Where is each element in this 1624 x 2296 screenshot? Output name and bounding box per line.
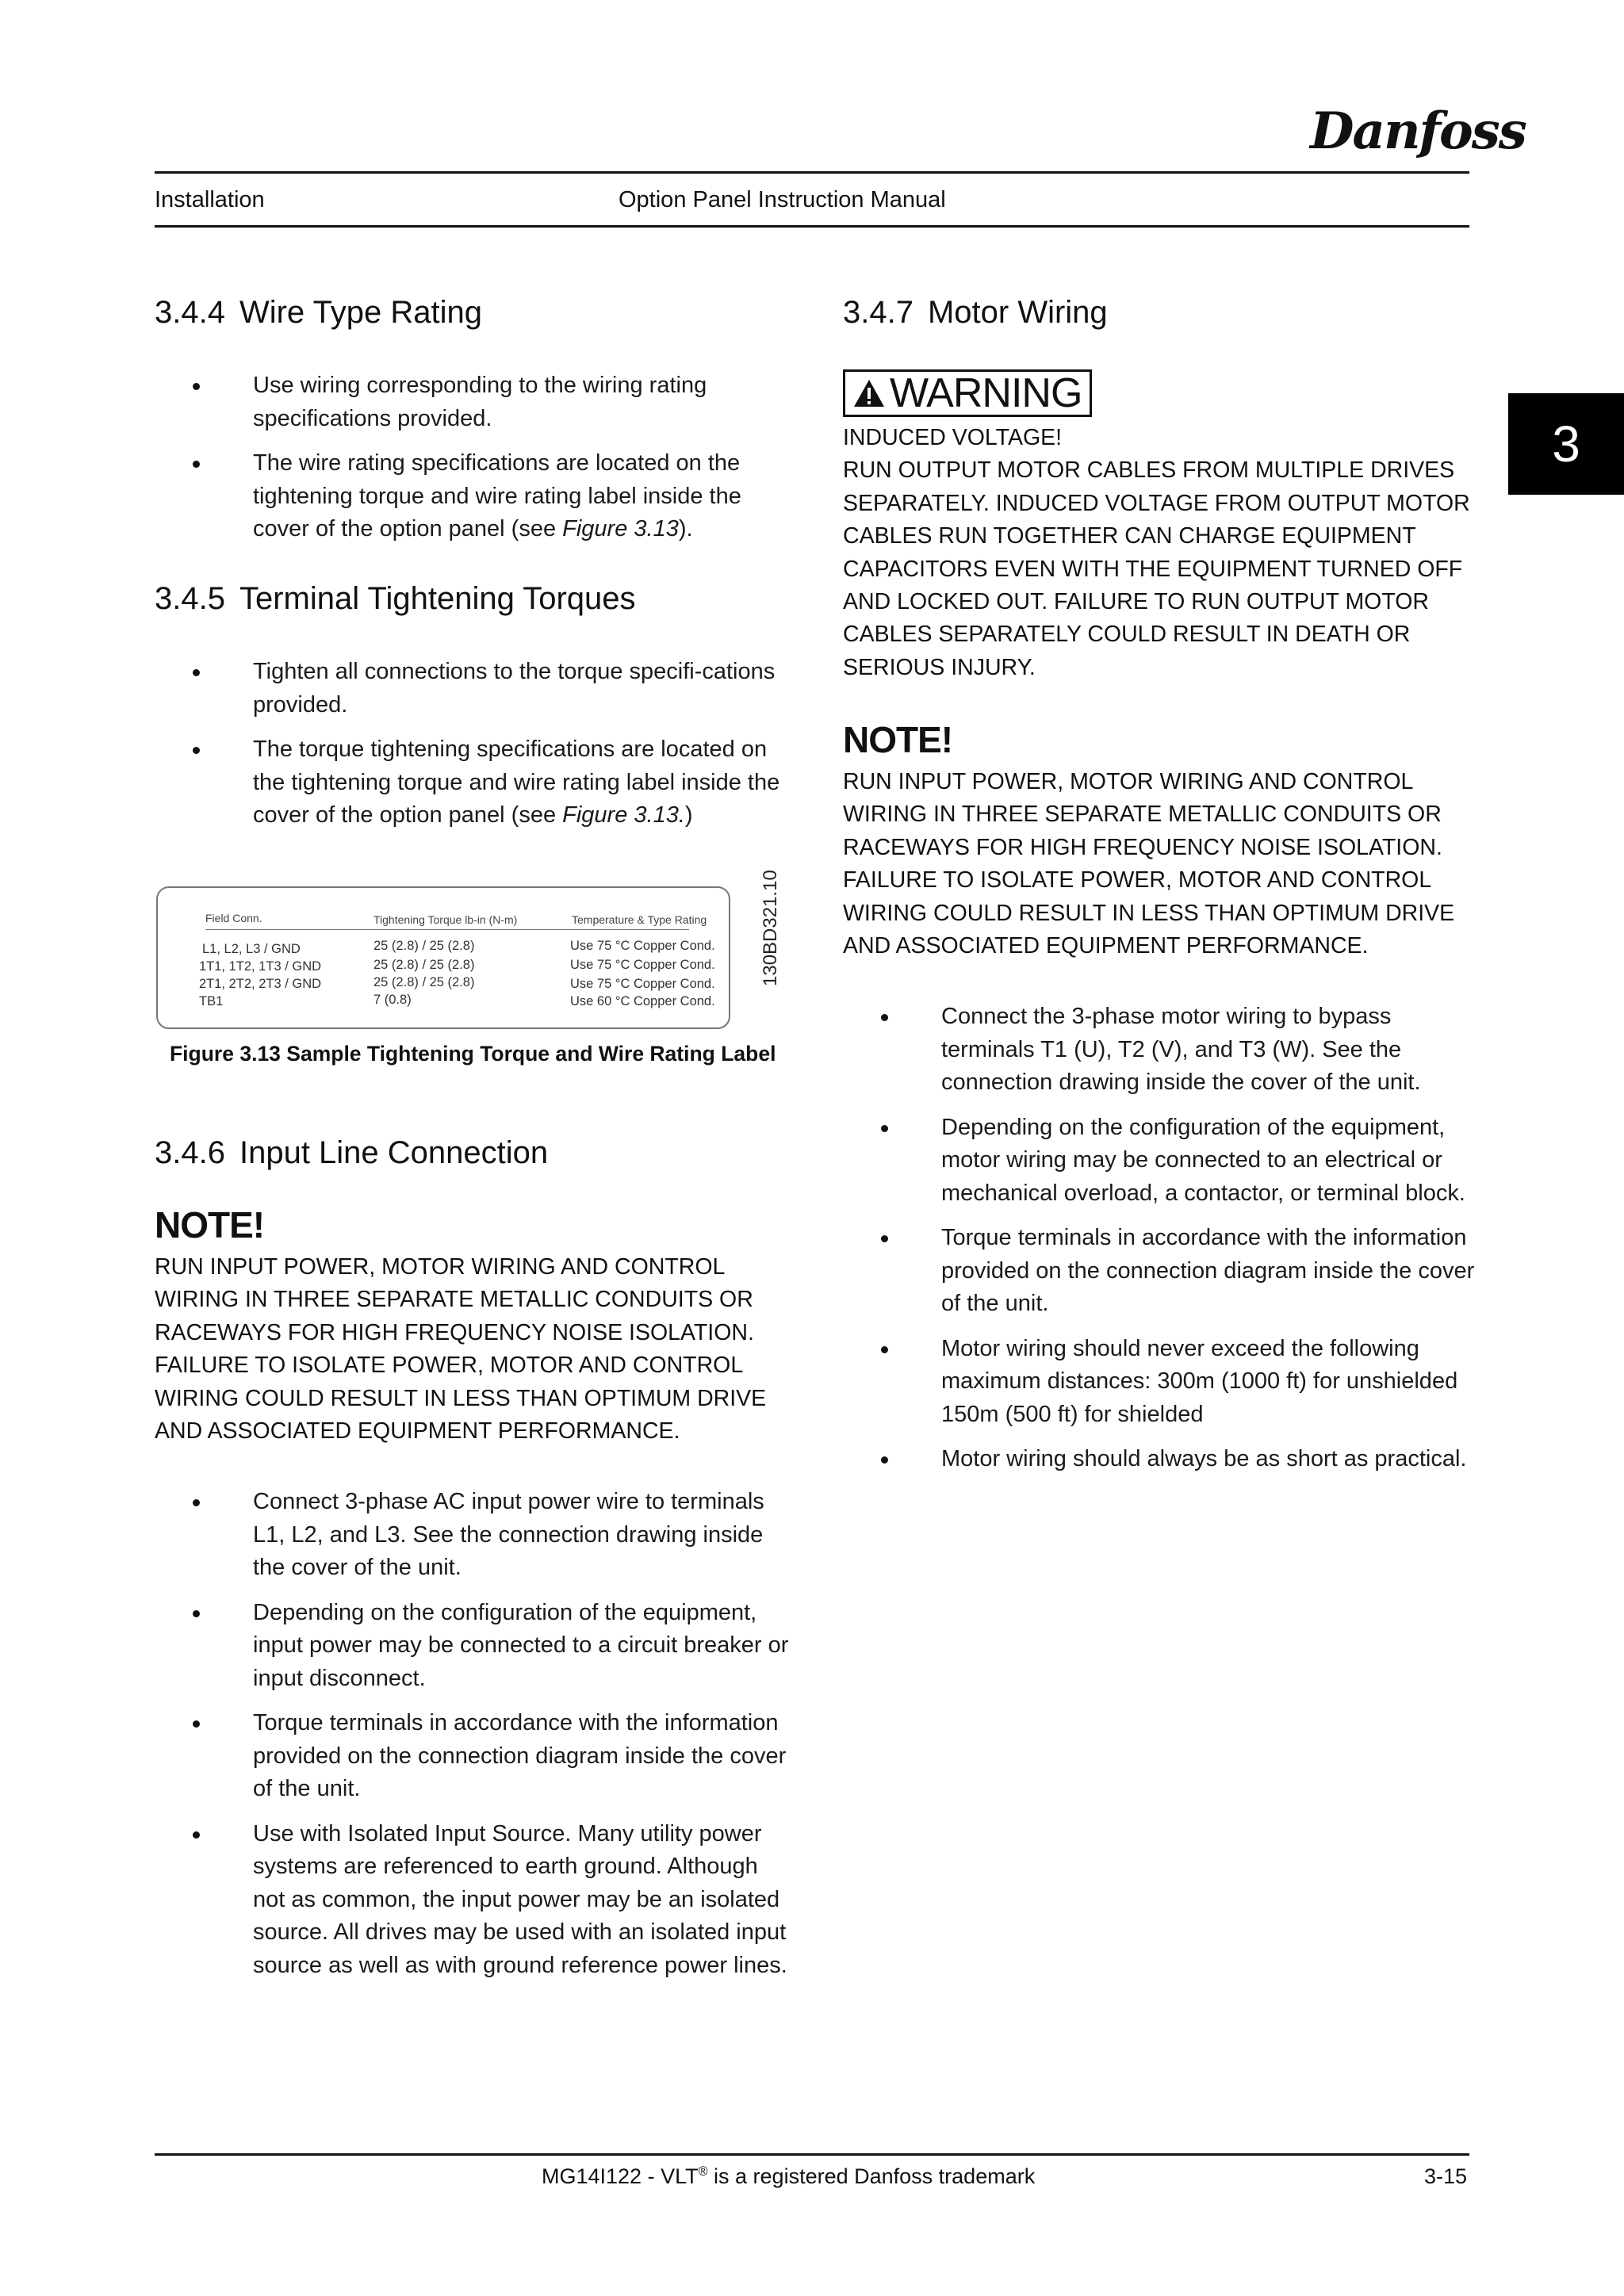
- list-item: Tighten all connections to the torque specifi-cations provided.: [155, 656, 789, 721]
- heading-number: 3.4.6: [155, 1135, 225, 1170]
- list-item: Connect the 3-phase motor wiring to bypass terminals T1 (U), T2 (V), and T3 (W). See the connection drawing inside the cover of the unit.: [843, 1001, 1477, 1100]
- note-body: [843, 766, 1501, 962]
- label-cell: 25 (2.8) / 25 (2.8): [373, 939, 475, 953]
- heading-number: 3.4.7: [843, 295, 914, 330]
- label-cell: TB1: [199, 994, 224, 1008]
- page-number: 3-15: [1424, 2164, 1468, 2188]
- list-item: Motor wiring should never exceed the following maximum distances: 300m (1000 ft) for unshielded 150m (500 ft) for shielded: [843, 1333, 1477, 1432]
- bullet-list-3-4-6: [155, 1486, 789, 1994]
- warning-line: INDUCED VOLTAGE!: [843, 425, 1063, 450]
- label-cell: 7 (0.8): [373, 993, 412, 1007]
- list-item: Use wiring corresponding to the wiring rating specifications provided.: [155, 369, 789, 435]
- warning-line: CABLES RUN TOGETHER CAN CHARGE EQUIPMENT: [843, 523, 1416, 549]
- list-item: Torque terminals in accordance with the information provided on the connection diagram inside the cover of the unit.: [155, 1707, 789, 1806]
- warning-triangle-icon: [853, 379, 885, 408]
- note-line: WIRING IN THREE SEPARATE METALLIC CONDUITS OR: [155, 1287, 753, 1313]
- list-item: Depending on the configuration of the equipment, input power may be connected to a circuit breaker or input disconnect.: [155, 1597, 789, 1696]
- list-item: Depending on the configuration of the equipment, motor wiring may be connected to an electrical or mechanical overload, a contactor, or terminal block.: [843, 1112, 1477, 1211]
- header-rule-bottom: [155, 225, 1469, 228]
- note-line: FAILURE TO ISOLATE POWER, MOTOR AND CONTROL: [155, 1353, 744, 1379]
- note-line: RUN INPUT POWER, MOTOR WIRING AND CONTROL: [843, 769, 1414, 794]
- note-body: [155, 1251, 805, 1448]
- note-line: RACEWAYS FOR HIGH FREQUENCY NOISE ISOLATION.: [155, 1319, 754, 1345]
- heading-title: Terminal Tightening Torques: [239, 581, 636, 616]
- label-cell: Use 75 °C Copper Cond.: [570, 939, 715, 953]
- list-item: Torque terminals in accordance with the information provided on the connection diagram inside the cover of the unit.: [843, 1222, 1477, 1321]
- note-line: AND ASSOCIATED EQUIPMENT PERFORMANCE.: [843, 933, 1369, 959]
- figure-reference[interactable]: Figure 3.13.: [562, 802, 685, 828]
- footer-rule: [155, 2153, 1469, 2156]
- note-line: WIRING COULD RESULT IN LESS THAN OPTIMUM DRIVE: [843, 900, 1455, 926]
- bullet-list-3-4-7: [843, 1001, 1477, 1488]
- list-item: Connect 3-phase AC input power wire to terminals L1, L2, and L3. See the connection drawing inside the cover of the unit.: [155, 1486, 789, 1585]
- note-line: RUN INPUT POWER, MOTOR WIRING AND CONTROL: [155, 1254, 726, 1280]
- footer-trademark: MG14I122 - VLT® is a registered Danfoss trademark: [542, 2164, 1036, 2188]
- label-cell: Use 75 °C Copper Cond.: [570, 977, 715, 991]
- note-line: FAILURE TO ISOLATE POWER, MOTOR AND CONTROL: [843, 867, 1432, 894]
- heading-number: 3.4.5: [155, 581, 225, 616]
- bullet-list-3-4-5: [155, 656, 789, 844]
- heading-title: Input Line Connection: [239, 1135, 549, 1170]
- wire-rating-label: [156, 886, 730, 1029]
- note-title: NOTE!: [843, 719, 953, 760]
- warning-box: [843, 369, 1092, 417]
- heading-3-4-5: [155, 581, 636, 617]
- heading-3-4-7: [843, 295, 1108, 331]
- label-header-field: Field Conn.: [205, 912, 262, 924]
- chapter-tab: 3: [1508, 393, 1624, 495]
- figure-reference[interactable]: Figure 3.13: [562, 516, 679, 541]
- label-cell: 1T1, 1T2, 1T3 / GND: [199, 959, 322, 974]
- heading-number: 3.4.4: [155, 295, 225, 330]
- label-header-torque: Tightening Torque lb-in (N-m): [373, 913, 518, 926]
- warning-line: SEPARATELY. INDUCED VOLTAGE FROM OUTPUT MOTOR: [843, 490, 1470, 516]
- label-divider: [205, 929, 689, 930]
- warning-body: [843, 422, 1501, 684]
- label-cell: Use 75 °C Copper Cond.: [570, 958, 715, 972]
- list-item: The torque tightening specifications are located on the tightening torque and wire rating label inside the cover of the option panel (see Figure 3.13.): [155, 733, 789, 832]
- header-manual-title: Option Panel Instruction Manual: [619, 187, 946, 212]
- heading-title: Wire Type Rating: [239, 295, 483, 330]
- bullet-list-3-4-4: [155, 369, 789, 558]
- note-line: WIRING COULD RESULT IN LESS THAN OPTIMUM DRIVE: [155, 1385, 767, 1411]
- figure-caption: Figure 3.13 Sample Tightening Torque and Wire Rating Label: [170, 1042, 776, 1066]
- label-cell: Use 60 °C Copper Cond.: [570, 994, 715, 1008]
- label-cell: 2T1, 2T2, 2T3 / GND: [199, 977, 322, 991]
- warning-line: SERIOUS INJURY.: [843, 654, 1036, 680]
- danfoss-logo: Danfoss: [1310, 101, 1526, 161]
- list-item: Motor wiring should always be as short as practical.: [843, 1443, 1477, 1476]
- figure-id: 130BD321.10: [760, 870, 781, 986]
- label-cell: 25 (2.8) / 25 (2.8): [373, 975, 475, 989]
- heading-3-4-4: [155, 295, 482, 331]
- note-line: RACEWAYS FOR HIGH FREQUENCY NOISE ISOLATION.: [843, 834, 1442, 860]
- header-rule-top: [155, 171, 1469, 174]
- warning-line: RUN OUTPUT MOTOR CABLES FROM MULTIPLE DRIVES: [843, 457, 1455, 484]
- list-item: Use with Isolated Input Source. Many utility power systems are referenced to earth ground. Although not as common, the input power may be an isolated source. All drives may be used with an isolated input source as well as with ground reference power lines.: [155, 1818, 789, 1983]
- label-header-temp: Temperature & Type Rating: [572, 913, 707, 926]
- label-cell: 25 (2.8) / 25 (2.8): [373, 958, 475, 972]
- note-line: WIRING IN THREE SEPARATE METALLIC CONDUITS OR: [843, 802, 1442, 828]
- warning-line: AND LOCKED OUT. FAILURE TO RUN OUTPUT MOTOR: [843, 589, 1429, 615]
- heading-3-4-6: [155, 1135, 548, 1171]
- note-title: NOTE!: [155, 1204, 265, 1246]
- list-item: The wire rating specifications are located on the tightening torque and wire rating label inside the cover of the option panel (see Figure 3.13).: [155, 447, 789, 546]
- warning-line: CABLES SEPARATELY COULD RESULT IN DEATH OR: [843, 622, 1411, 648]
- label-cell: L1, L2, L3 / GND: [202, 942, 301, 956]
- heading-title: Motor Wiring: [927, 295, 1108, 330]
- warning-line: CAPACITORS EVEN WITH THE EQUIPMENT TURNED OFF: [843, 556, 1463, 582]
- note-line: AND ASSOCIATED EQUIPMENT PERFORMANCE.: [155, 1418, 680, 1445]
- header-section: Installation: [155, 187, 265, 212]
- warning-label: WARNING: [890, 370, 1082, 416]
